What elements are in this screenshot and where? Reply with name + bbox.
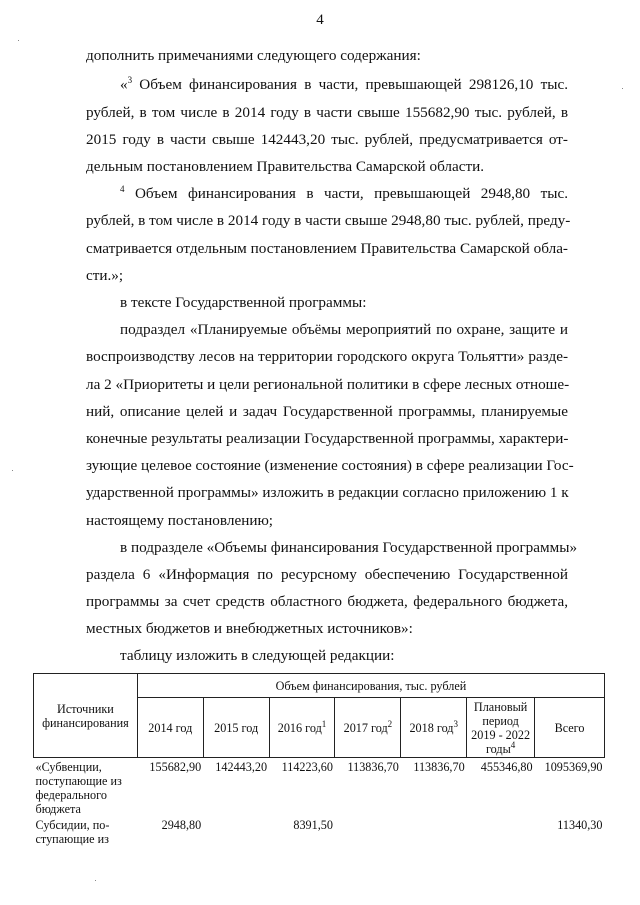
year-label: 2016 год <box>277 720 322 735</box>
financing-table <box>33 673 605 846</box>
footnote-marker: 4 <box>510 739 516 750</box>
value-cell: 1095369,90 <box>544 760 603 774</box>
page-number: 4 <box>316 12 324 28</box>
text-line: дельным постановлением Правительства Самарской области. <box>86 158 485 175</box>
text-line: ний, описание целей и задач Государственной программы, планируемые <box>86 403 568 420</box>
text-line <box>120 75 568 95</box>
year-label: 2014 год <box>148 720 193 735</box>
value-cell: 113836,70 <box>413 760 465 774</box>
text-line: в подразделе «Объемы финансирования Государственной программы» <box>120 539 578 556</box>
value-cell: 8391,50 <box>293 818 333 832</box>
text-line: программы за счет средств областного бюджета, федерального бюджета, <box>86 593 568 610</box>
value-cell <box>203 818 269 846</box>
value-cell: 455346,80 <box>480 760 533 774</box>
value-cell <box>335 818 401 846</box>
header-year <box>203 698 269 758</box>
year-label: 2015 год <box>214 720 259 735</box>
value-cell: 114223,60 <box>281 760 333 774</box>
planned-label: Плановый период 2019 - 2022 годы <box>471 699 531 756</box>
text-line: конечные результаты реализации Государственной программы, характери- <box>86 430 569 447</box>
year-label: 2018 год <box>409 720 454 735</box>
footnote-marker: 1 <box>321 718 327 729</box>
text-line: рублей, в том числе в 2014 году в части свыше 2948,80 тыс. рублей, преду- <box>86 212 571 229</box>
text-line: раздела 6 «Информация по ресурсному обеспечению Государственной <box>86 566 568 583</box>
text-line: зующие целевое состояние (изменение состояния) в сфере реализации Гос- <box>86 457 574 474</box>
text-line: 2015 году в части свыше 142443,20 тыс. рублей, предусматривается от- <box>86 131 568 148</box>
text-line: местных бюджетов и внебюджетных источников»: <box>86 620 413 637</box>
header-source: Источники финансирования <box>34 674 138 758</box>
table-row <box>34 758 605 819</box>
text-line: дополнить примечаниями следующего содержания: <box>86 47 421 64</box>
text-fragment: Объем финансирования в части, превышающей 2948,80 тыс. <box>124 185 568 202</box>
scan-speck <box>12 470 13 471</box>
footnote-marker: 4 <box>120 183 125 194</box>
source-cell: «Субвенции, поступающие из федерального бюджета <box>35 760 122 816</box>
table-row <box>34 818 605 846</box>
text-line: ударственной программы» изложить в редакции согласно приложению 1 к <box>86 484 569 501</box>
scan-speck <box>622 88 623 89</box>
footnote-marker: 2 <box>387 718 393 729</box>
value-cell <box>401 818 467 846</box>
footnote-marker: 3 <box>127 74 133 85</box>
value-cell: 113836,70 <box>347 760 399 774</box>
text-line: подраздел «Планируемые объёмы мероприятий по охране, защите и <box>120 321 568 338</box>
text-line: ла 2 «Приоритеты и цели региональной политики в сфере лесных отноше- <box>86 376 570 393</box>
text-line <box>120 184 568 204</box>
scan-speck <box>95 880 96 881</box>
text-line: сматривается отдельным постановлением Правительства Самарской обла- <box>86 240 568 257</box>
header-year <box>269 698 335 758</box>
source-cell: Субсидии, по-ступающие из <box>35 818 110 846</box>
value-cell: 155682,90 <box>149 760 202 774</box>
text-fragment: Объем финансирования в части, превышающей 298126,10 тыс. <box>132 76 568 93</box>
scan-speck <box>18 40 19 41</box>
header-year <box>335 698 401 758</box>
value-cell: 11340,30 <box>557 818 603 832</box>
text-fragment: « <box>120 76 128 93</box>
text-line: в тексте Государственной программы: <box>120 294 367 311</box>
header-group: Объем финансирования, тыс. рублей <box>137 674 604 698</box>
text-line: настоящему постановлению; <box>86 512 274 529</box>
text-line: таблицу изложить в следующей редакции: <box>120 647 395 664</box>
value-cell <box>467 818 535 846</box>
header-total: Всего <box>535 698 605 758</box>
header-planned <box>467 698 535 758</box>
text-line: рублей, в том числе в 2014 году в части свыше 155682,90 тыс. рублей, в <box>86 104 568 121</box>
value-cell: 142443,20 <box>215 760 268 774</box>
header-year <box>137 698 203 758</box>
header-year <box>401 698 467 758</box>
text-line: воспроизводству лесов на территории городского округа Тольятти» разде- <box>86 348 568 365</box>
year-label: 2017 год <box>343 720 388 735</box>
text-line: сти.»; <box>86 267 124 284</box>
footnote-marker: 3 <box>453 718 459 729</box>
value-cell: 2948,80 <box>161 818 202 832</box>
